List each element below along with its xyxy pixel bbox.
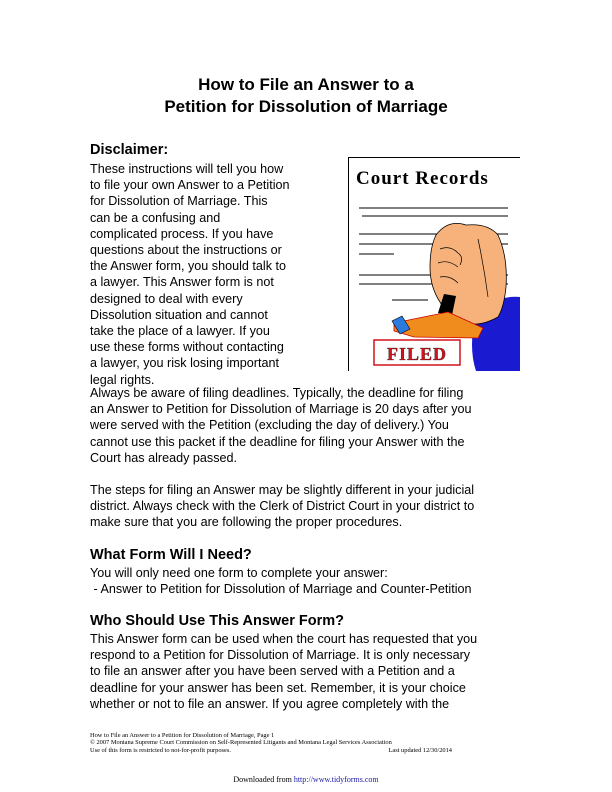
- text-line: deadline for your answer has been set. Remember, it is your choice: [90, 680, 466, 695]
- text-line: take the place of a lawyer. If you: [90, 324, 270, 339]
- text-line: a lawyer, you risk losing important: [90, 356, 279, 371]
- what-form-paragraph: [90, 565, 472, 597]
- text-line: - Answer to Petition for Dissolution of Marriage and Counter-Petition: [90, 582, 472, 597]
- text-line: to file an answer after you have been served with a Petition and a: [90, 664, 455, 679]
- text-line: Court has already passed.: [90, 450, 238, 465]
- disclaimer-text: [90, 161, 290, 388]
- deadlines-paragraph: [90, 385, 472, 466]
- footer-page-info: How to File an Answer to a Petition for Dissolution of Marriage, Page 1: [90, 732, 275, 739]
- who-should-use-paragraph: [90, 631, 477, 712]
- disclaimer-heading: Disclaimer:: [90, 142, 169, 158]
- text-line: can be a confusing and: [90, 210, 221, 225]
- text-line: whether or not to file an answer. If you agree completely with the: [90, 696, 450, 711]
- who-should-use-heading: Who Should Use This Answer Form?: [90, 613, 345, 629]
- text-line: complicated process. If you have: [90, 226, 274, 241]
- text-line: use these forms without contacting: [90, 340, 284, 355]
- text-line: district. Always check with the Clerk of District Court in your district to: [90, 499, 475, 514]
- text-line: the Answer form, you should talk to: [90, 259, 287, 274]
- what-form-heading: What Form Will I Need?: [90, 547, 252, 563]
- page-footer: [90, 732, 520, 754]
- title-line-1: How to File an Answer to a: [198, 75, 414, 94]
- svg-text:FILED: FILED: [386, 344, 448, 364]
- text-line: cannot use this packet if the deadline for filing your Answer with the: [90, 434, 465, 449]
- document-title: [0, 74, 612, 118]
- steps-paragraph: [90, 482, 474, 531]
- download-link[interactable]: http://www.tidyforms.com: [293, 775, 379, 784]
- text-line: These instructions will tell you how: [90, 162, 284, 176]
- text-line: to file your own Answer to a Petition: [90, 178, 290, 193]
- court-records-illustration: [348, 157, 520, 371]
- text-line: respond to a Petition for Dissolution of Marriage. It is only necessary: [90, 648, 471, 663]
- text-line: for Dissolution of Marriage. This: [90, 194, 268, 209]
- title-line-2: Petition for Dissolution of Marriage: [164, 97, 448, 116]
- text-line: an Answer to Petition for Dissolution of Marriage is 20 days after you: [90, 402, 472, 417]
- text-line: designed to deal with every: [90, 291, 243, 306]
- text-line: The steps for filing an Answer may be slightly different in your judicial: [90, 483, 475, 497]
- download-credit: [0, 775, 612, 784]
- text-line: legal rights.: [90, 372, 155, 387]
- text-line: Dissolution situation and cannot: [90, 307, 268, 322]
- text-line: This Answer form can be used when the court has requested that you: [90, 632, 478, 646]
- text-line: You will only need one form to complete your answer:: [90, 566, 388, 580]
- text-line: questions about the instructions or: [90, 243, 282, 258]
- svg-text:Court Records: Court Records: [356, 168, 489, 189]
- text-line: Always be aware of filing deadlines. Typically, the deadline for filing: [90, 386, 464, 400]
- text-line: were served with the Petition (excluding the day of delivery.) You: [90, 418, 449, 433]
- download-prefix: Downloaded from: [233, 775, 294, 784]
- footer-copyright: © 2007 Montana Supreme Court Commission on Self-Represented Litigants and Montana Legal Services Association: [90, 739, 392, 747]
- text-line: make sure that you are following the proper procedures.: [90, 515, 403, 530]
- footer-last-updated: Last updated 12/30/2014: [388, 746, 452, 754]
- text-line: a lawyer. This Answer form is not: [90, 275, 274, 290]
- footer-usage: Use of this form is restricted to not-for-profit purposes.: [90, 746, 231, 754]
